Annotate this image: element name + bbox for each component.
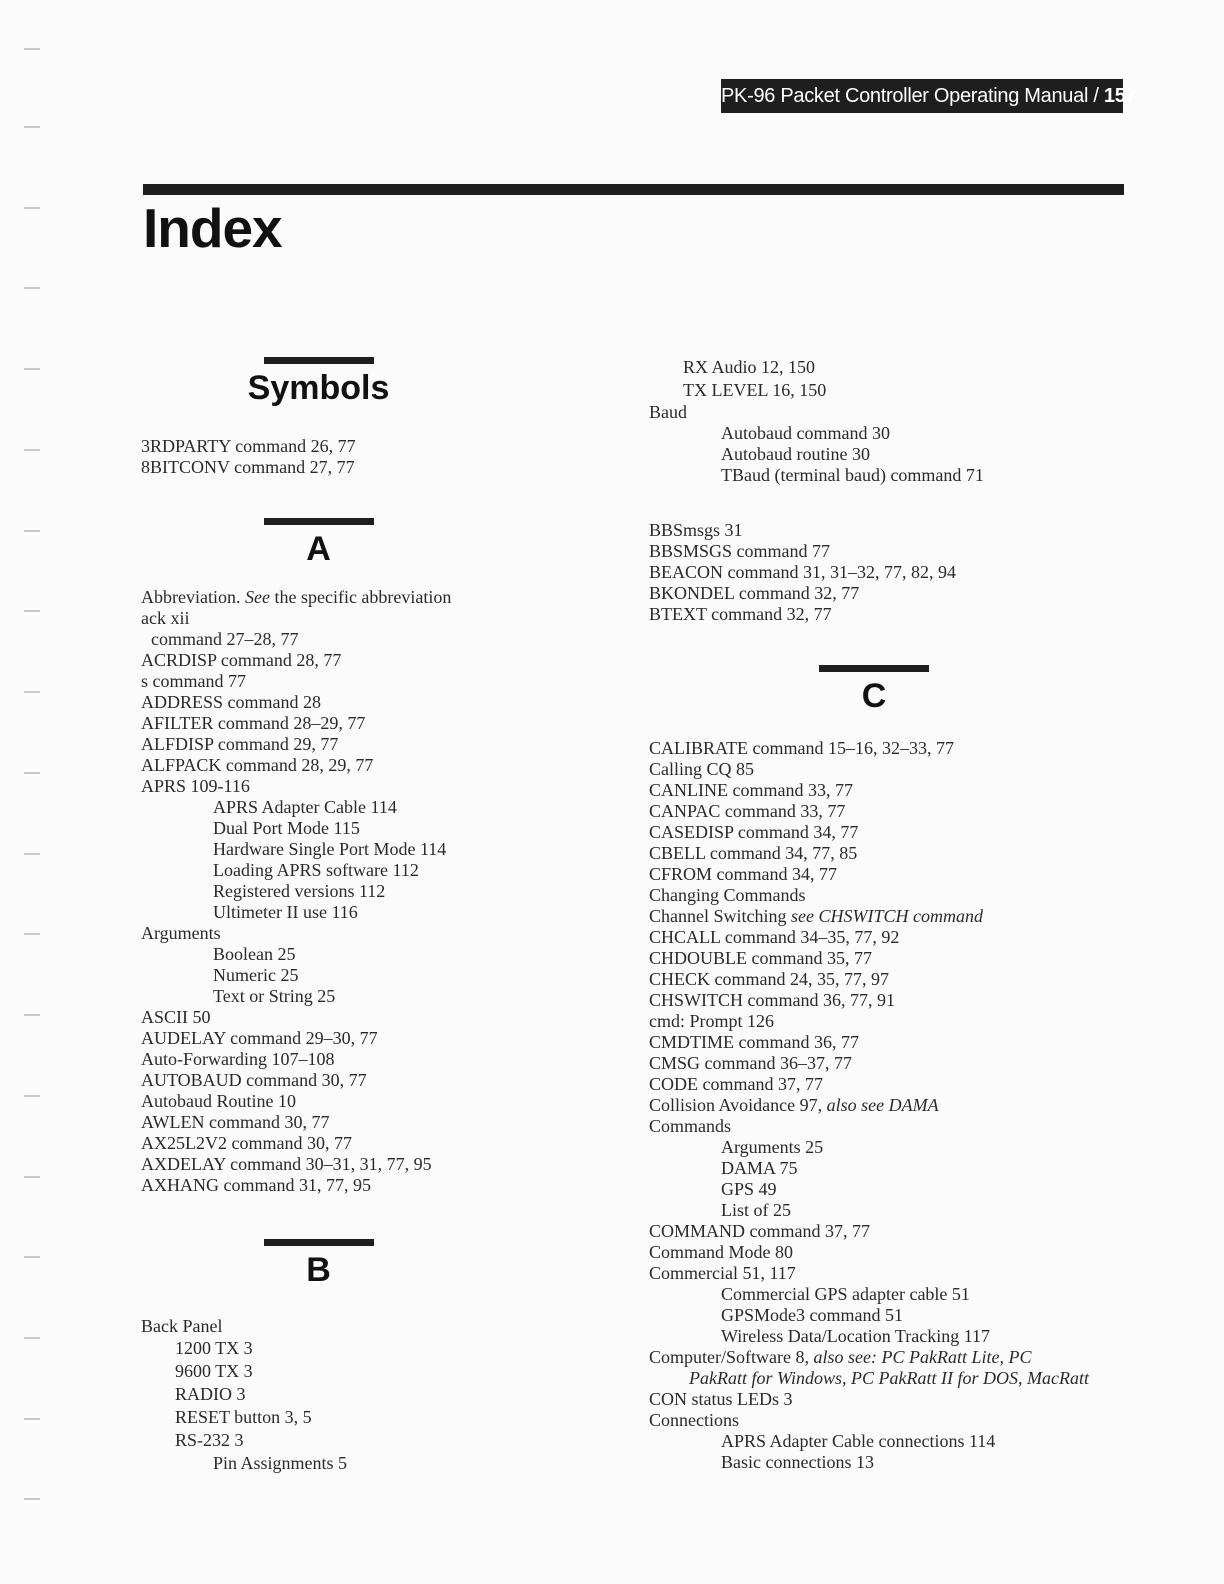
title-rule bbox=[143, 184, 1124, 195]
index-entry: CMDTIME command 36, 77 bbox=[649, 1032, 859, 1052]
index-entry: Autobaud Routine 10 bbox=[141, 1091, 296, 1111]
page-title: Index bbox=[143, 197, 282, 259]
index-subentry: DAMA 75 bbox=[721, 1158, 798, 1178]
index-entry: CASEDISP command 34, 77 bbox=[649, 822, 859, 842]
index-entry: BEACON command 31, 31–32, 77, 82, 94 bbox=[649, 562, 956, 582]
index-entry: Baud bbox=[649, 402, 687, 422]
section-head-c bbox=[649, 665, 1099, 716]
index-subentry: RS-232 3 bbox=[175, 1430, 244, 1450]
index-entry: Computer/Software 8, also see: PC PakRatt Lite, PC bbox=[649, 1347, 1032, 1367]
scan-margin-marks bbox=[0, 0, 60, 1584]
index-subentry: Dual Port Mode 115 bbox=[213, 818, 360, 838]
index-subentry: Commercial GPS adapter cable 51 bbox=[721, 1284, 970, 1304]
index-subentry: Registered versions 112 bbox=[213, 881, 386, 901]
index-entry: APRS 109-116 bbox=[141, 776, 250, 796]
index-column-left bbox=[141, 357, 581, 1475]
index-entry: Back Panel bbox=[141, 1316, 223, 1336]
index-entry: CBELL command 34, 77, 85 bbox=[649, 843, 858, 863]
index-entry: ASCII 50 bbox=[141, 1007, 211, 1027]
index-subentry: GPS 49 bbox=[721, 1179, 777, 1199]
index-entry: Commercial 51, 117 bbox=[649, 1263, 796, 1283]
index-subentry: 1200 TX 3 bbox=[175, 1338, 253, 1358]
index-entry: CANLINE command 33, 77 bbox=[649, 780, 853, 800]
index-subentry: Hardware Single Port Mode 114 bbox=[213, 839, 447, 859]
index-entry: AXHANG command 31, 77, 95 bbox=[141, 1175, 371, 1195]
index-entry: AUDELAY command 29–30, 77 bbox=[141, 1028, 378, 1048]
index-entry: Changing Commands bbox=[649, 885, 806, 905]
index-entry: ALFPACK command 28, 29, 77 bbox=[141, 755, 374, 775]
section-letter: C bbox=[861, 677, 887, 715]
index-entry: CHSWITCH command 36, 77, 91 bbox=[649, 990, 895, 1010]
section-letter: B bbox=[306, 1251, 331, 1289]
index-subentry: RADIO 3 bbox=[175, 1384, 246, 1404]
index-entry: CALIBRATE command 15–16, 32–33, 77 bbox=[649, 738, 954, 758]
index-entry: BBSmsgs 31 bbox=[649, 520, 743, 540]
index-entry: CHDOUBLE command 35, 77 bbox=[649, 948, 872, 968]
section-head-b bbox=[141, 1239, 496, 1290]
section-letter: A bbox=[306, 530, 331, 568]
index-subentry: Loading APRS software 112 bbox=[213, 860, 419, 880]
index-entry: Commands bbox=[649, 1116, 732, 1136]
index-entry: CFROM command 34, 77 bbox=[649, 864, 838, 884]
index-subentry: Text or String 25 bbox=[213, 986, 336, 1006]
index-entry: BBSMSGS command 77 bbox=[649, 541, 831, 561]
index-subentry: Boolean 25 bbox=[213, 944, 296, 964]
index-entry: Collision Avoidance 97, also see DAMA bbox=[649, 1095, 939, 1115]
index-subentry: Arguments 25 bbox=[721, 1137, 824, 1157]
index-subentry: Autobaud command 30 bbox=[721, 423, 890, 443]
index-entry: Abbreviation. See the specific abbreviation bbox=[141, 587, 452, 607]
index-entry: ACRDISP command 28, 77 bbox=[141, 650, 342, 670]
index-entry: BTEXT command 32, 77 bbox=[649, 604, 832, 624]
index-entry-continuation: PakRatt for Windows, PC PakRatt II for DOS, MacRatt bbox=[689, 1368, 1089, 1388]
index-entry: CON status LEDs 3 bbox=[649, 1389, 793, 1409]
section-letter: Symbols bbox=[247, 369, 390, 407]
section-bar bbox=[264, 518, 374, 525]
index-entry: command 27–28, 77 bbox=[151, 629, 299, 649]
index-subentry: RESET button 3, 5 bbox=[175, 1407, 312, 1427]
index-entry: CHCALL command 34–35, 77, 92 bbox=[649, 927, 900, 947]
index-entry: AFILTER command 28–29, 77 bbox=[141, 713, 366, 733]
index-entry: CODE command 37, 77 bbox=[649, 1074, 823, 1094]
section-head-symbols bbox=[141, 357, 496, 408]
index-entry: COMMAND command 37, 77 bbox=[649, 1221, 870, 1241]
index-entry: AUTOBAUD command 30, 77 bbox=[141, 1070, 367, 1090]
index-subentry: APRS Adapter Cable 114 bbox=[213, 797, 397, 817]
running-header bbox=[721, 79, 1137, 113]
index-entry: cmd: Prompt 126 bbox=[649, 1011, 774, 1031]
page-number: 157 bbox=[1103, 85, 1137, 107]
index-entry: Arguments bbox=[141, 923, 221, 943]
index-entry: Auto-Forwarding 107–108 bbox=[141, 1049, 335, 1069]
index-subentry: Ultimeter II use 116 bbox=[213, 902, 358, 922]
index-column-right bbox=[649, 357, 1149, 1473]
index-subentry: Autobaud routine 30 bbox=[721, 444, 870, 464]
index-entry: Connections bbox=[649, 1410, 739, 1430]
index-entry: BKONDEL command 32, 77 bbox=[649, 583, 860, 603]
index-subentry: Pin Assignments 5 bbox=[213, 1453, 348, 1473]
index-entry: 3RDPARTY command 26, 77 bbox=[141, 436, 356, 456]
index-subentry: 9600 TX 3 bbox=[175, 1361, 253, 1381]
index-entry: Channel Switching see CHSWITCH command bbox=[649, 906, 983, 926]
index-subentry: APRS Adapter Cable connections 114 bbox=[721, 1431, 996, 1451]
index-entry: Calling CQ 85 bbox=[649, 759, 755, 779]
index-subentry: RX Audio 12, 150 bbox=[683, 357, 816, 377]
index-subentry: GPSMode3 command 51 bbox=[721, 1305, 903, 1325]
index-subentry: Wireless Data/Location Tracking 117 bbox=[721, 1326, 991, 1346]
index-subentry: TX LEVEL 16, 150 bbox=[683, 380, 827, 400]
manual-title: PK-96 Packet Controller Operating Manual / bbox=[721, 85, 1099, 107]
index-subentry: Basic connections 13 bbox=[721, 1452, 874, 1472]
index-entry: AXDELAY command 30–31, 31, 77, 95 bbox=[141, 1154, 432, 1174]
section-bar bbox=[264, 1239, 374, 1246]
section-head-a bbox=[141, 518, 496, 569]
index-entry: CANPAC command 33, 77 bbox=[649, 801, 846, 821]
index-entry: Command Mode 80 bbox=[649, 1242, 793, 1262]
index-entry: s command 77 bbox=[141, 671, 246, 691]
index-subentry: Numeric 25 bbox=[213, 965, 299, 985]
index-entry: ADDRESS command 28 bbox=[141, 692, 321, 712]
index-subentry: TBaud (terminal baud) command 71 bbox=[721, 465, 984, 485]
section-bar bbox=[264, 357, 374, 364]
index-entry: 8BITCONV command 27, 77 bbox=[141, 457, 355, 477]
index-subentry: List of 25 bbox=[721, 1200, 791, 1220]
index-entry: AX25L2V2 command 30, 77 bbox=[141, 1133, 352, 1153]
index-entry: CMSG command 36–37, 77 bbox=[649, 1053, 853, 1073]
index-entry: ack xii bbox=[141, 608, 190, 628]
index-entry: CHECK command 24, 35, 77, 97 bbox=[649, 969, 889, 989]
section-bar bbox=[819, 665, 929, 672]
index-entry: AWLEN command 30, 77 bbox=[141, 1112, 330, 1132]
index-entry: ALFDISP command 29, 77 bbox=[141, 734, 339, 754]
